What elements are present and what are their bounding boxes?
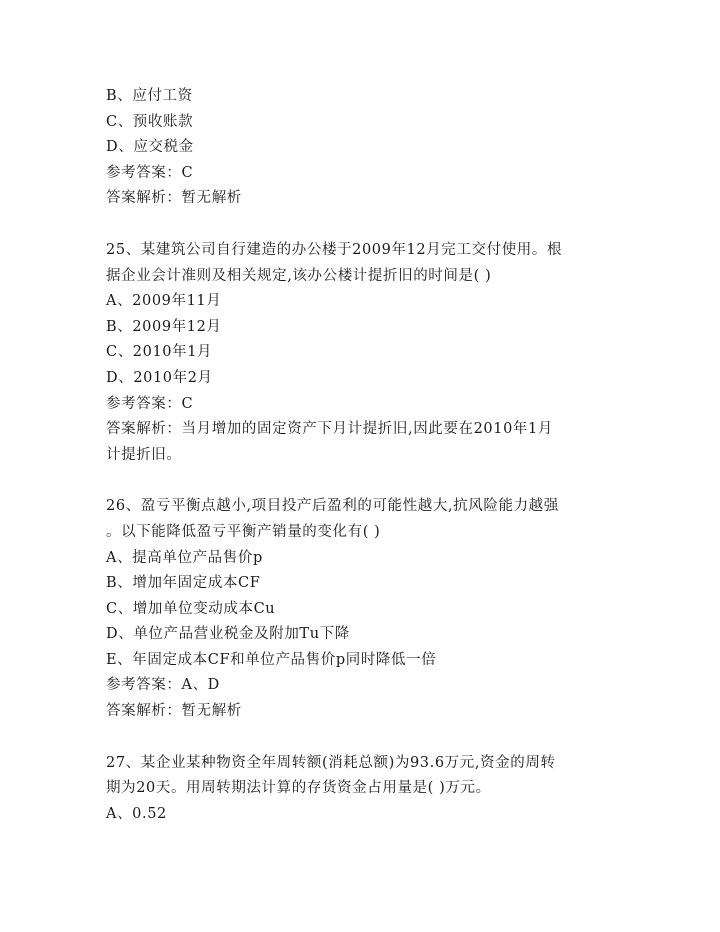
option-d: D、2010年2月 <box>106 369 213 386</box>
analysis-line: 答案解析：暂无解析 <box>106 703 242 720</box>
analysis-line: 计提折旧。 <box>106 446 182 463</box>
prev-question-block <box>106 84 611 212</box>
answer-line: 参考答案：C <box>106 164 194 181</box>
document-page <box>106 84 611 827</box>
option-b: B、应付工资 <box>106 88 193 104</box>
answer-line: 参考答案：A、D <box>106 677 220 694</box>
answer-line: 参考答案：C <box>106 395 194 412</box>
question-27 <box>106 751 611 828</box>
option-e: E、年固定成本CF和单位产品售价p同时降低一倍 <box>106 651 437 668</box>
option-b: B、增加年固定成本CF <box>106 575 261 592</box>
question-stem-line: 27、某企业某种物资全年周转额(消耗总额)为93.6万元,资金的周转 <box>106 754 556 771</box>
option-a: A、2009年11月 <box>106 293 222 310</box>
analysis-line: 答案解析：当月增加的固定资产下月计提折旧,因此要在2010年1月 <box>106 421 553 438</box>
option-a: A、提高单位产品售价p <box>106 549 263 566</box>
option-c: C、增加单位变动成本Cu <box>106 600 276 617</box>
question-stem-line: 。以下能降低盈亏平衡产销量的变化有( ) <box>106 523 381 540</box>
option-a: A、0.52 <box>106 805 167 822</box>
option-d: D、单位产品营业税金及附加Tu下降 <box>106 626 350 643</box>
analysis-line: 答案解析：暂无解析 <box>106 190 242 207</box>
option-d: D、应交税金 <box>106 139 194 156</box>
question-stem-line: 26、盈亏平衡点越小,项目投产后盈利的可能性越大,抗风险能力越强 <box>106 498 559 515</box>
question-stem-line: 期为20天。用周转期法计算的存货资金占用量是( )万元。 <box>106 780 491 797</box>
option-b: B、2009年12月 <box>106 318 222 335</box>
question-stem-line: 据企业会计准则及相关规定,该办公楼计提折旧的时间是( ) <box>106 267 492 284</box>
option-c: C、2010年1月 <box>106 344 213 361</box>
question-stem-line: 25、某建筑公司自行建造的办公楼于2009年12月完工交付使用。根 <box>106 241 563 258</box>
question-25 <box>106 238 611 468</box>
option-c: C、预收账款 <box>106 113 194 130</box>
question-26 <box>106 494 611 724</box>
